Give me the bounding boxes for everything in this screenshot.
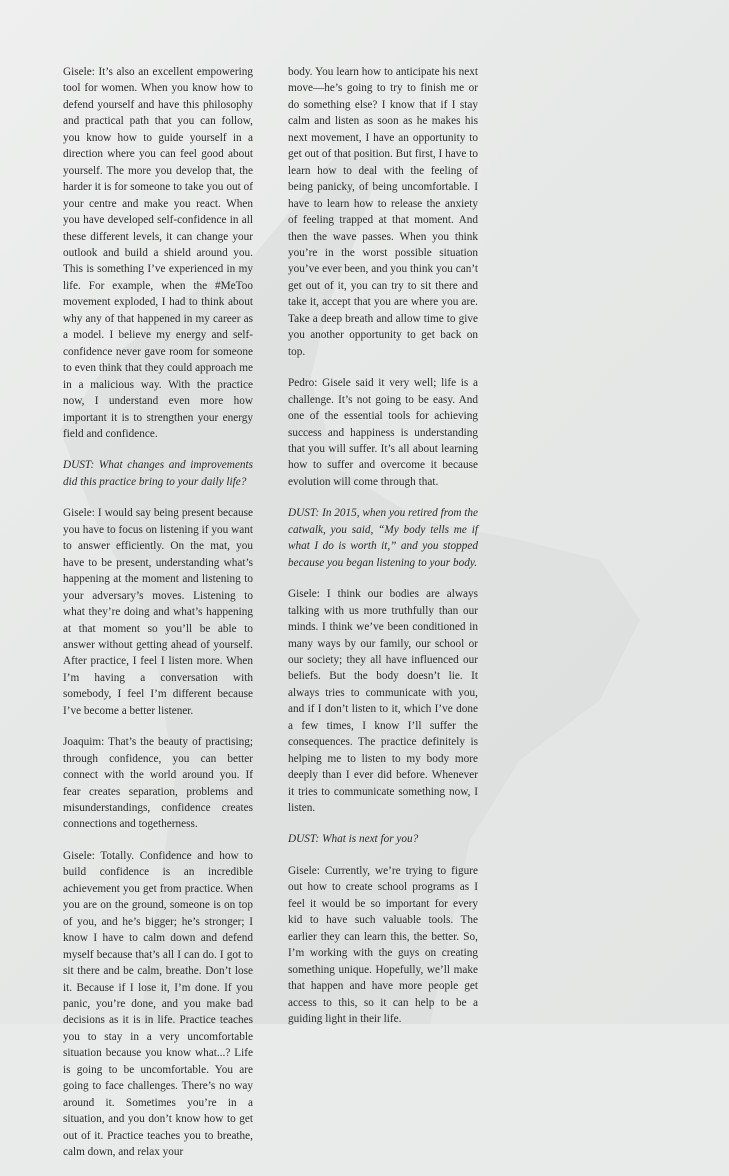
left-text-column [63,64,253,1176]
answer-paragraph: Gisele: I think our bodies are always talking with us more truthfully than our minds. I think we’ve been conditioned in many ways by our family, our school or our society; they all have influenced our beliefs. But the body doesn’t lie. It always tries to communicate with you, and if I don’t listen to it, which I’ve done a few times, I know I’ll suffer the consequences. The practice definitely is helping me to listen to my body more deeply than I ever did before. Whenever it tries to communicate something now, I listen. [288,588,478,815]
right-text-column [288,64,478,1042]
answer-paragraph: body. You learn how to anticipate his next move—he’s going to try to finish me or do something else? I know that if I stay calm and listen as soon as he makes his next movement, I have an opportunity to get out of that position. But first, I have to learn how to deal with the feeling of being panicky, of being uncomfortable. I have to learn how to release the anxiety of feeling trapped at that moment. And then the wave passes. When you think you’re in the worst possible situation you’ve ever been, and you think you can’t get out of it, you can try to sit there and take it, accept that you are where you are. Take a deep breath and allow time to give you another opportunity to get back on top. [288,66,478,358]
interview-question: DUST: What changes and improvements did this practice bring to your daily life? [63,459,253,488]
answer-paragraph: Gisele: I would say being present because you have to focus on listening if you want to answer efficiently. On the mat, you have to be present, understanding what’s happening at the moment and listening to your adversary’s moves. Listening to what they’re doing and what’s happening at that moment so you’ll be able to answer without getting ahead of yourself. After practice, I feel I listen more. When I’m having a conversation with somebody, I feel I’m different because I’ve become a better listener. [63,507,253,717]
interview-question: DUST: What is next for you? [288,833,419,846]
answer-paragraph: Gisele: It’s also an excellent empowering tool for women. When you know how to defend yourself and have this philosophy and practical path that you can follow, you know how to guide yourself in a direction where you can feel good about yourself. The more you develop that, the harder it is for someone to take you out of your centre and make you react. When you have developed self-confidence in all these different levels, it can change your outlook and build a shield around you. This is something I’ve experienced in my life. For example, when the #MeToo movement exploded, I had to think about why any of that happened in my career as a model. I believe my energy and self-confidence never gave room for someone to even think that they could approach me in a malicious way. With the practice now, I understand even more how important it is to strengthen your energy field and confidence. [63,66,253,440]
answer-paragraph: Pedro: Gisele said it very well; life is a challenge. It’s not going to be easy. And one of the essential tools for achieving success and happiness is understanding that you will suffer. It’s all about learning how to suffer and overcome it because evolution will come through that. [288,377,478,488]
interview-question: DUST: In 2015, when you retired from the catwalk, you said, “My body tells me if what I do is worth it,” and you stopped because you began listening to your body. [288,507,478,569]
answer-paragraph: Gisele: Totally. Confidence and how to build confidence is an incredible achievement you get from practice. When you are on the ground, someone is on top of you, and he’s bigger; he’s stronger; I know I have to calm down and defend myself because that’s all I can do. I got to sit there and be calm, breathe. Don’t lose it. Because if I lose it, I’m done. If you panic, you’re done, and you make bad decisions as it is in life. Practice teaches you to stay in a very uncomfortable situation because you know what...? Life is going to be uncomfortable. You are going to face challenges. There’s no way around it. Sometimes you’re in a situation, and you don’t know how to get out of it. Practice teaches you to breathe, calm down, and relax your [63,849,253,1159]
answer-paragraph: Joaquim: That’s the beauty of practising; through confidence, you can better connect with the world around you. If fear creates separation, problems and misunderstandings, confidence creates connections and togetherness. [63,736,253,831]
answer-paragraph: Gisele: Currently, we’re trying to figure out how to create school programs as I feel it would be so important for every kid to have such valuable tools. The earlier they can learn this, the better. So, I’m working with the guys on creating something unique. Hopefully, we’ll make that happen and have more people get access to this, so it can help to be a guiding light in their life. [288,864,478,1026]
